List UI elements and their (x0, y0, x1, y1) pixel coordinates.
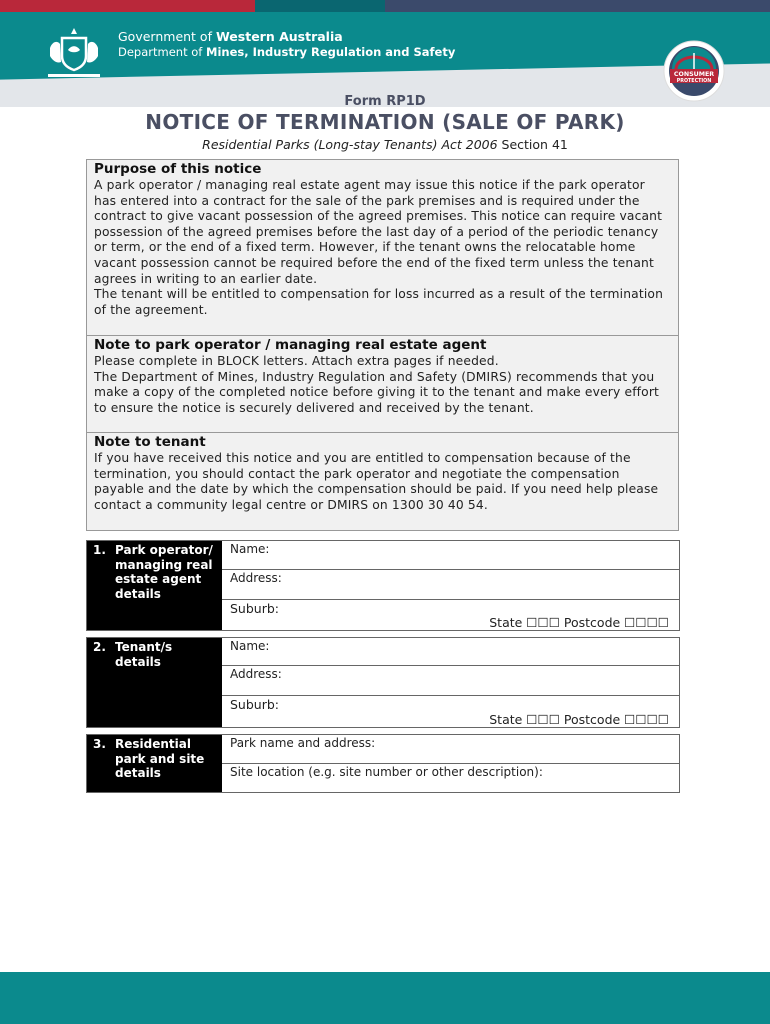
address-field[interactable] (222, 570, 679, 600)
name-label: Name: (230, 542, 270, 556)
site-location-field[interactable] (222, 764, 679, 793)
address-label: Address: (230, 571, 282, 585)
dept-name: Mines, Industry Regulation and Safety (206, 45, 456, 59)
section-number: 2. (93, 640, 106, 654)
act-reference (0, 137, 770, 152)
address-label: Address: (230, 667, 282, 681)
name-field[interactable] (222, 541, 679, 570)
gov-prefix: Government of (118, 29, 216, 44)
section-number: 1. (93, 543, 106, 557)
logo-text-1: CONSUMER (673, 71, 715, 78)
page-header (0, 12, 770, 107)
section-label (87, 735, 222, 792)
tenant-note-text: If you have received this notice and you are entitled to compensation because of the termination, you should contact the park operator and negotiate the compensation payable and the date by which the compensation should be paid. If you need help please contact a community legal centre or DMIRS on 1300 30 40 54. (94, 451, 659, 512)
purpose-section (87, 160, 678, 335)
address-field[interactable] (222, 666, 679, 696)
section-title: Park operator/ managing real estate agent details (115, 543, 213, 601)
name-label: Name: (230, 639, 270, 653)
notice-box (86, 159, 679, 531)
tenant-note-section (87, 432, 678, 513)
tenant-note-heading: Note to tenant (94, 434, 206, 450)
government-name (118, 29, 343, 44)
dept-prefix: Department of (118, 45, 206, 59)
act-section: Section 41 (497, 137, 568, 152)
suburb-label: Suburb: (230, 601, 279, 616)
name-field[interactable] (222, 638, 679, 666)
purpose-heading: Purpose of this notice (94, 161, 262, 177)
operator-note-text-2: The Department of Mines, Industry Regulation and Safety (DMIRS) recommends that you make a copy of the completed notice before giving it to the tenant and make every effort to ensure the notice is securely delivered and received by the tenant. (94, 369, 660, 415)
park-site-details-table (86, 734, 680, 793)
suburb-field[interactable] (222, 696, 679, 728)
suburb-label: Suburb: (230, 697, 279, 712)
top-color-strip (0, 0, 770, 12)
suburb-field[interactable] (222, 600, 679, 631)
section-title: Tenant/s details (115, 640, 173, 669)
operator-note-section (87, 335, 678, 432)
tenant-details-table (86, 637, 680, 728)
operator-note-text: Please complete in BLOCK letters. Attach extra pages if needed. (94, 354, 499, 368)
state-postcode-field[interactable]: State ☐☐☐ Postcode ☐☐☐☐ (489, 712, 669, 727)
operator-details-table (86, 540, 680, 631)
purpose-text: A park operator / managing real estate agent may issue this notice if the park operator has entered into a contract for the sale of the park premises and is required under the contract to give vacant possession of the agreed premises. This notice can require vacant possession of the agreed premises before the last day of a period of the periodic tenancy or term, or the end of a fixed term. However, if the tenant owns the relocatable home vacant possession cannot be required before the end of the fixed term unless the tenant agrees in writing to an earlier date. (94, 178, 663, 286)
park-name-address-field[interactable] (222, 735, 679, 764)
page-title: NOTICE OF TERMINATION (SALE OF PARK) (145, 110, 625, 134)
state-postcode-field[interactable]: State ☐☐☐ Postcode ☐☐☐☐ (489, 615, 669, 630)
section-number: 3. (93, 737, 106, 751)
park-name-label: Park name and address: (230, 736, 376, 750)
strip-teal (255, 0, 385, 12)
form-number: Form RP1D (344, 94, 426, 109)
section-title: Residential park and site details (115, 737, 205, 780)
logo-text-2: PROTECTION (676, 79, 712, 84)
page-footer (0, 972, 770, 1024)
strip-red (0, 0, 255, 12)
act-name: Residential Parks (Long-stay Tenants) Act 2006 (202, 137, 498, 152)
purpose-text-2: The tenant will be entitled to compensation for loss incurred as a result of the termination of the agreement. (94, 287, 664, 317)
operator-note-heading: Note to park operator / managing real estate agent (94, 337, 487, 353)
wa-coat-of-arms-icon (44, 24, 104, 82)
section-label (87, 541, 222, 630)
gov-name: Western Australia (215, 29, 343, 44)
strip-navy (385, 0, 770, 12)
site-location-label: Site location (e.g. site number or other description): (230, 765, 543, 779)
section-label (87, 638, 222, 727)
department-name (118, 45, 455, 59)
